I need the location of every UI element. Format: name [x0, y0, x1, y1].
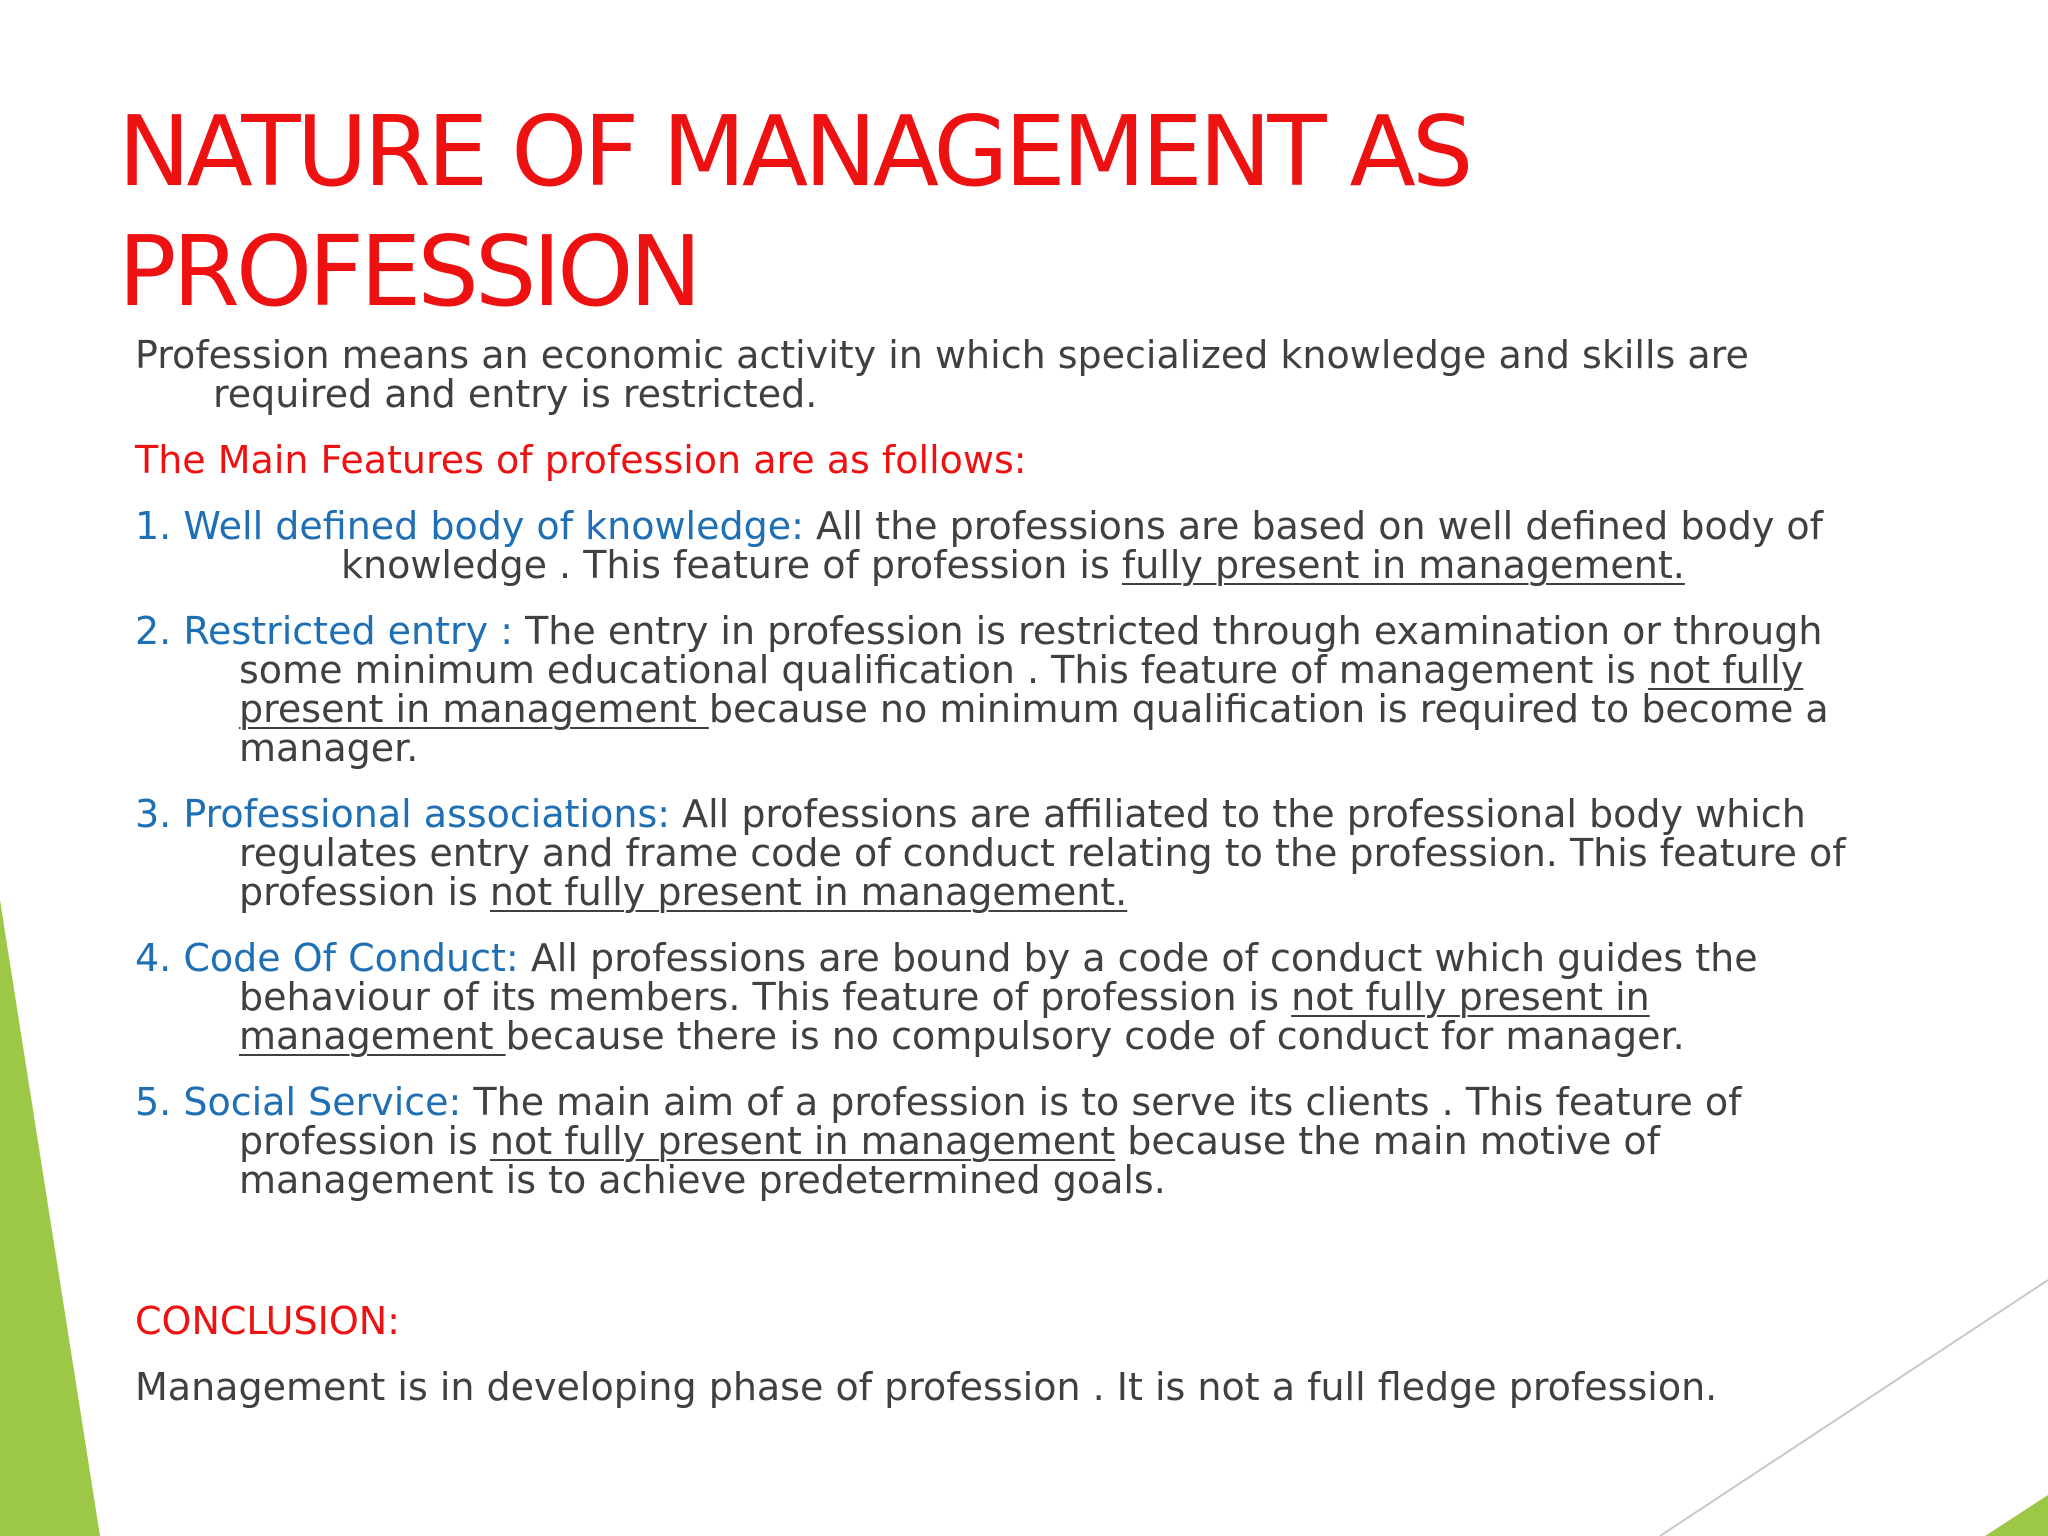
feature-text: All professions are bound by a code of conduct which guides the behaviour of its members. This feature of profession is — [239, 936, 1758, 1019]
feature-label: 4. Code Of Conduct: — [135, 936, 519, 980]
feature-text: The main aim of a profession is to serve its clients . This feature of profession is — [239, 1080, 1742, 1163]
feature-label: 5. Social Service: — [135, 1080, 462, 1124]
definition-paragraph: Profession means an economic activity in which specialized knowledge and skills are required and entry is restricted. — [135, 333, 1749, 416]
feature-label: 3. Professional associations: — [135, 792, 671, 836]
feature-text: All professions are affiliated to the professional body which regulates entry and frame code of conduct relating to the profession. This feature of profession is — [239, 792, 1846, 914]
feature-highlight: not fully present in management — [239, 648, 1804, 731]
feature-item-2 — [135, 609, 1895, 770]
feature-label: 2. Restricted entry : — [135, 609, 514, 653]
feature-item-5 — [135, 1080, 1895, 1202]
conclusion-heading: CONCLUSION: — [135, 1299, 400, 1343]
feature-highlight: not fully present in management — [489, 1119, 1116, 1163]
feature-label: 1. Well defined body of knowledge: — [135, 504, 804, 548]
feature-item-1 — [135, 504, 1895, 587]
features-heading: The Main Features of profession are as follows: — [135, 438, 1027, 482]
feature-item-3 — [135, 792, 1895, 914]
feature-item-4 — [135, 936, 1895, 1058]
green-accent-left — [0, 900, 100, 1536]
feature-text: The entry in profession is restricted through examination or through some minimum educational qualification . This feature of management is — [239, 609, 1823, 692]
feature-text-after: because no minimum qualification is required to become a manager. — [239, 687, 1829, 770]
feature-highlight: fully present in management. — [1121, 543, 1685, 587]
feature-highlight: not fully present in management — [239, 975, 1650, 1058]
feature-text-after: because the main motive of management is to achieve predetermined goals. — [239, 1119, 1661, 1202]
slide-body — [135, 333, 1895, 1434]
slide-title: NATURE OF MANAGEMENT AS PROFESSION — [118, 95, 1470, 328]
feature-text-after: because there is no compulsory code of conduct for manager. — [505, 1014, 1685, 1058]
conclusion-text: Management is in developing phase of profession . It is not a full fledge profession. — [135, 1365, 1718, 1409]
feature-text: All the professions are based on well defined body of knowledge . This feature of profession is — [341, 504, 1824, 587]
feature-highlight: not fully present in management. — [489, 870, 1128, 914]
spacer — [135, 1227, 1895, 1302]
green-accent-right — [1985, 1495, 2048, 1536]
